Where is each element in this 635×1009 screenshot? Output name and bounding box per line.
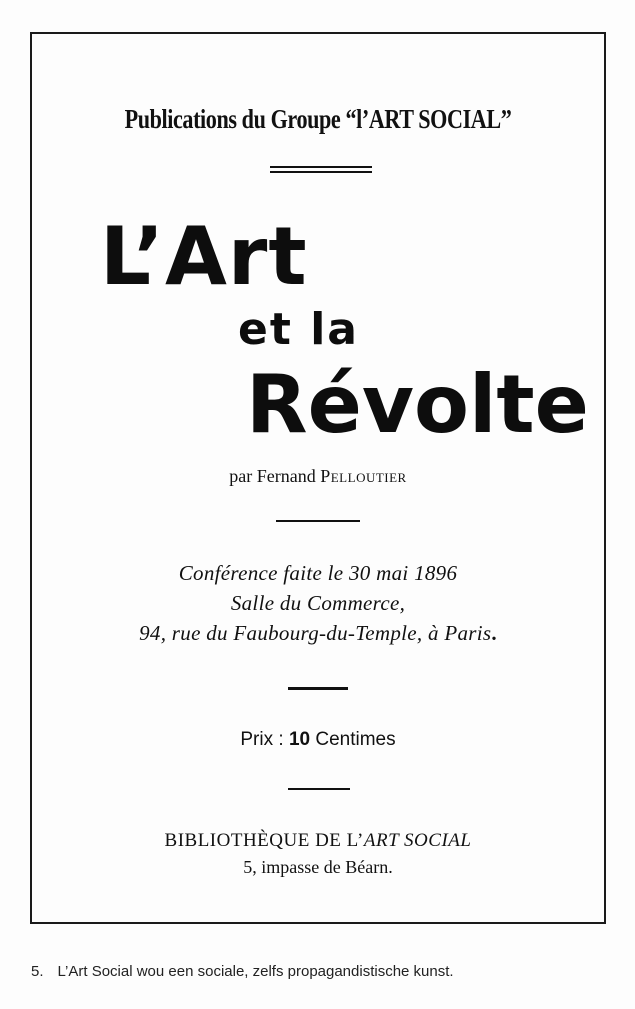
price-value: 10 <box>288 729 311 750</box>
price-unit: Centimes <box>315 729 396 750</box>
figure-caption <box>31 963 454 980</box>
conference-line-3 <box>32 621 604 646</box>
caption-number: 5. <box>31 963 44 980</box>
rule-divider-3 <box>288 788 350 790</box>
library-name: ART SOCIAL <box>363 830 472 851</box>
caption-text: L’Art Social wou een sociale, zelfs propagandistische kunst. <box>57 963 454 980</box>
price-line <box>32 729 604 751</box>
title-line-2: et la <box>238 304 359 355</box>
rule-divider-1 <box>276 520 360 522</box>
conference-line-3-end: . <box>491 621 497 645</box>
publisher-line: Publications du Groupe “l’ART SOCIAL” <box>124 104 512 134</box>
double-rule-divider <box>270 166 372 173</box>
author-prefix: par Fernand <box>229 466 316 486</box>
conference-line-2: Salle du Commerce, <box>230 591 406 615</box>
title-line-3: Révolte <box>246 358 589 451</box>
conference-line-3-text: 94, rue du Faubourg-du-Temple, à Paris <box>139 621 492 645</box>
title-line-1: L’Art <box>100 210 308 303</box>
library-address: 5, impasse de Béarn. <box>243 857 393 877</box>
conference-line-1: Conférence faite le 30 mai 1896 <box>178 561 458 585</box>
rule-divider-2 <box>288 687 348 690</box>
author-line <box>32 466 604 487</box>
author-surname: Pelloutier <box>320 466 407 486</box>
price-label: Prix : <box>240 729 284 750</box>
library-prefix: BIBLIOTHÈQUE DE L’ <box>164 830 364 851</box>
cover-frame <box>30 32 606 924</box>
library-line <box>32 830 604 852</box>
